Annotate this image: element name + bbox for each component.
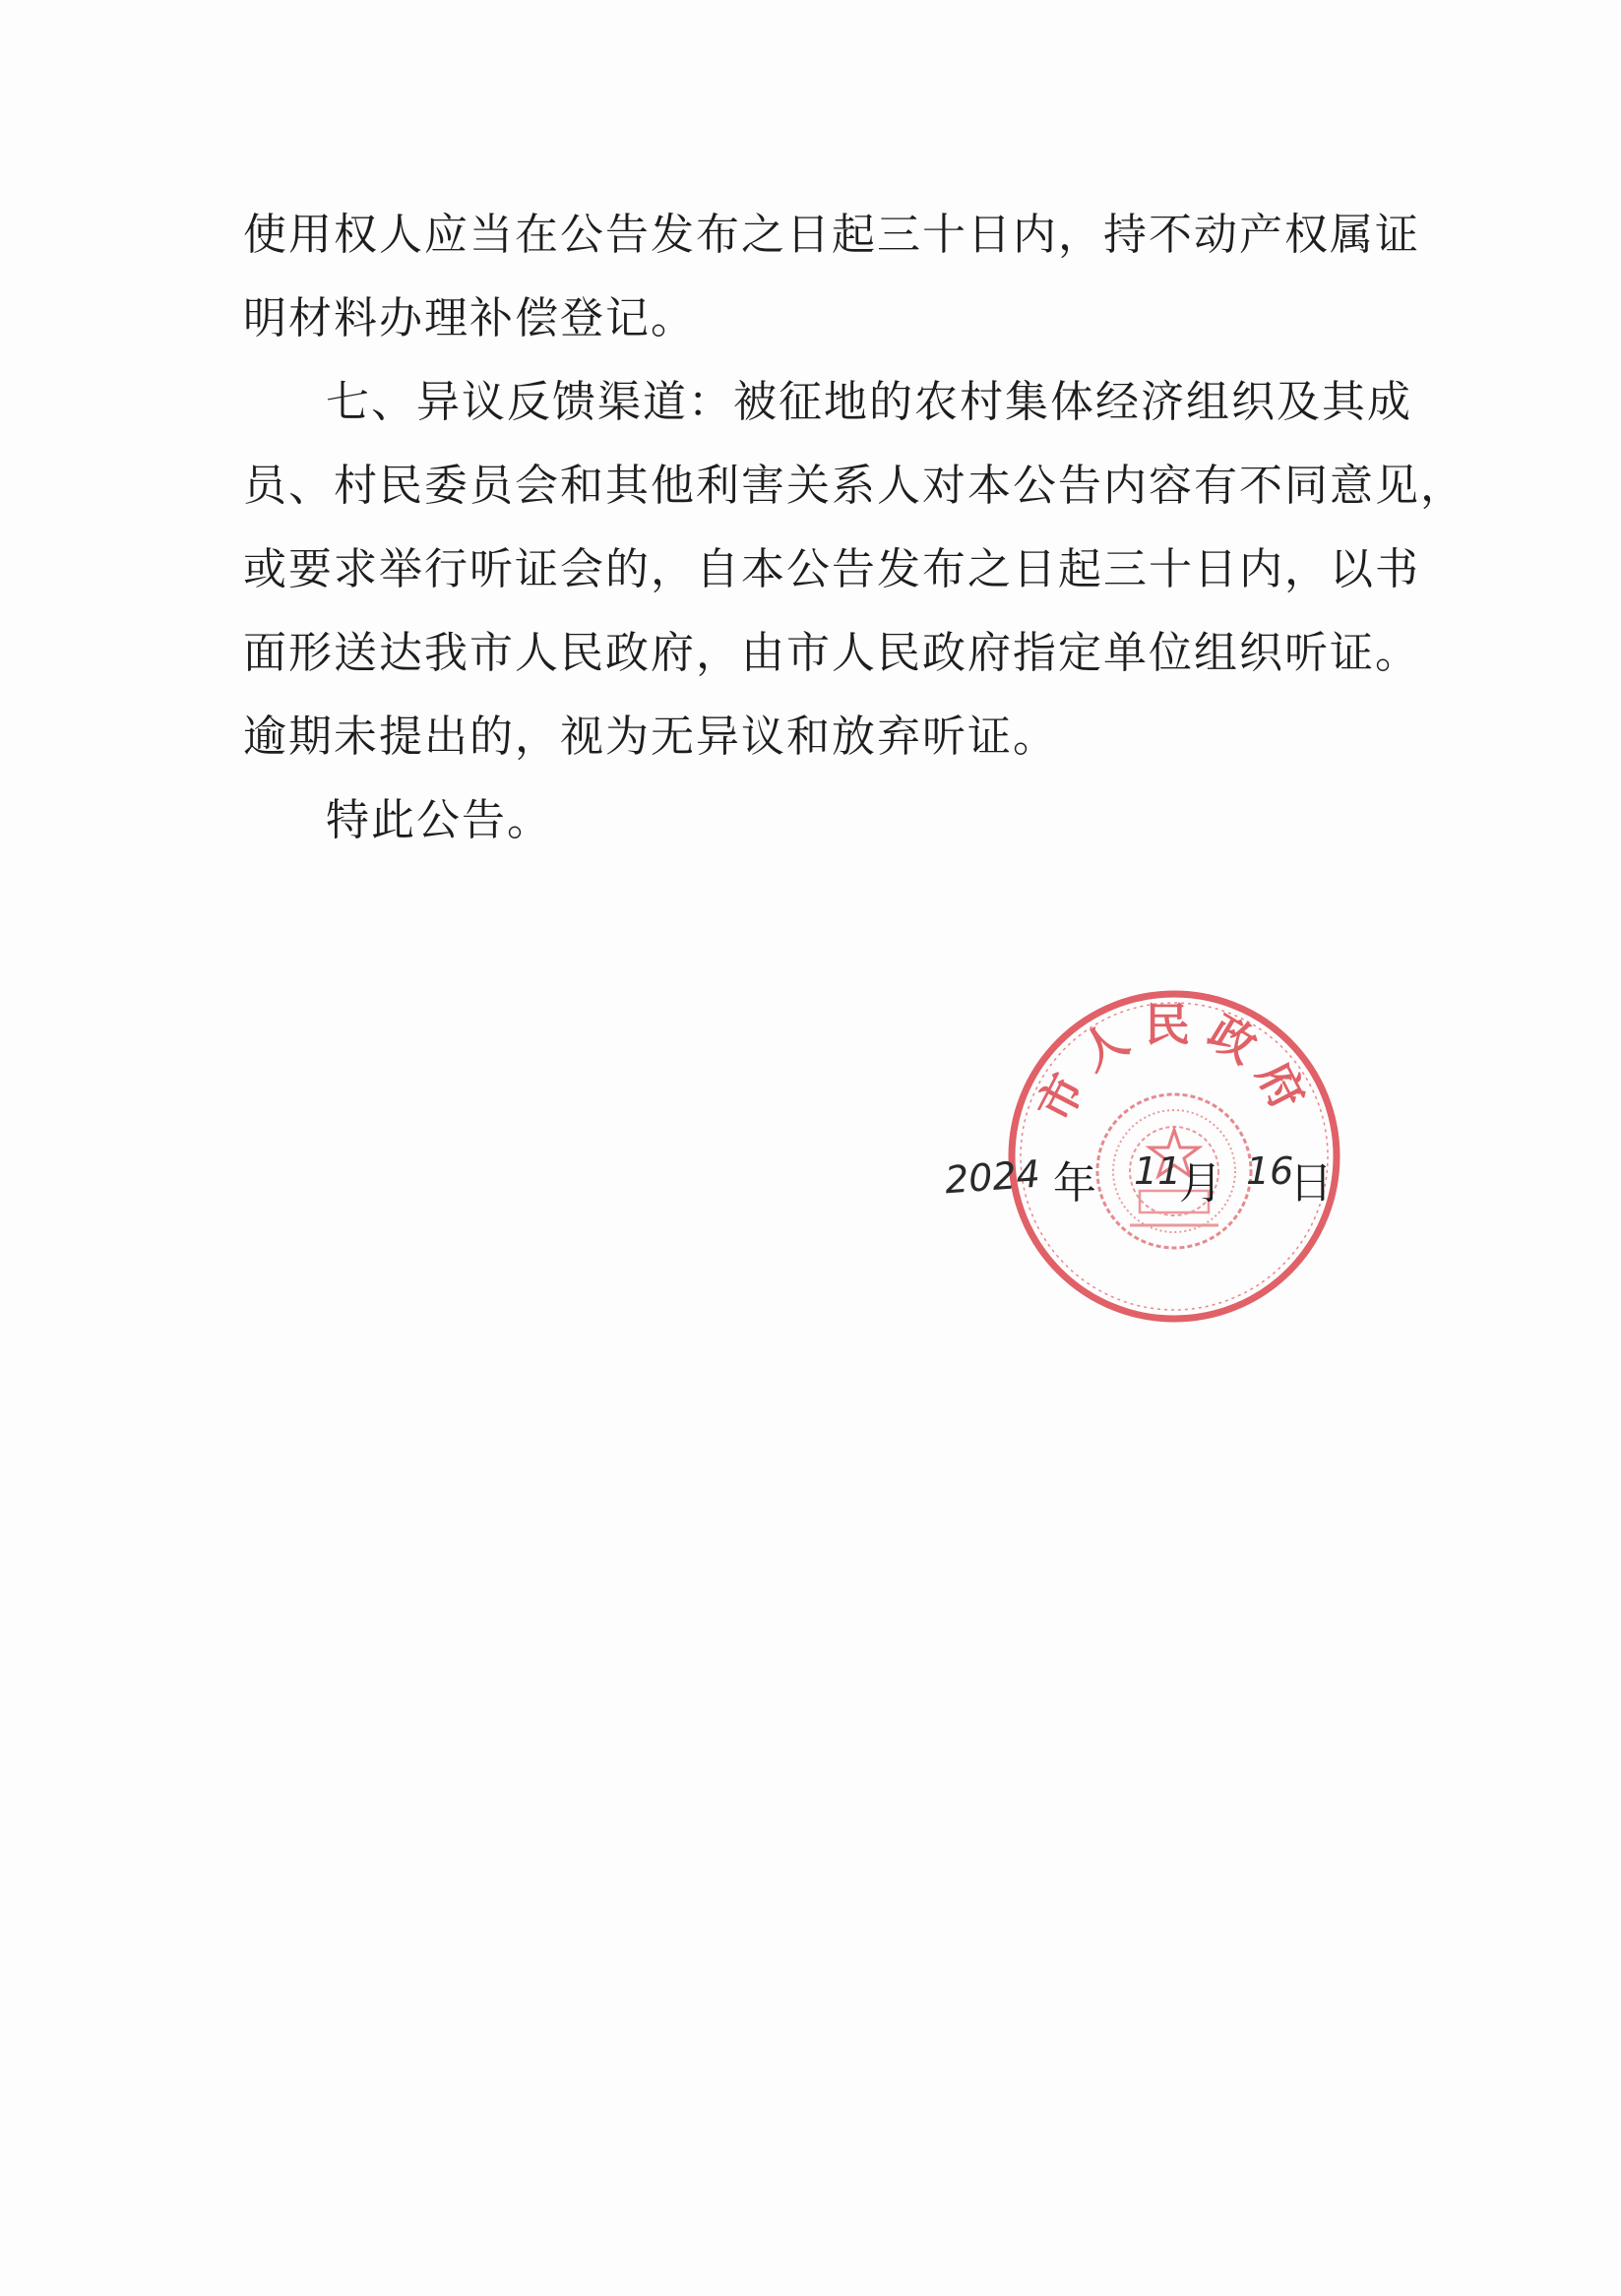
paragraph-line: 使用权人应当在公告发布之日起三十日内，持不动产权属证 [243,210,1420,260]
date-month: 11 [1134,1149,1182,1193]
paragraph-line: 明材料办理补偿登记。 [243,293,696,343]
paragraph-line: 或要求举行听证会的，自本公告发布之日起三十日内，以书 [243,544,1420,594]
paragraph-line: 员、村民委员会和其他利害关系人对本公告内容有不同意见， [243,461,1465,511]
date-year-unit: 年 [1053,1158,1096,1209]
seal-text: 市人民政府 [1027,998,1322,1131]
paragraph-line: 逾期未提出的，视为无异议和放弃听证。 [243,712,1058,762]
date-day-unit: 日 [1289,1158,1333,1209]
signature-date [945,1142,1358,1220]
paragraph-line: 七、异议反馈渠道：被征地的农村集体经济组织及其成 [326,377,1412,427]
closing-line: 特此公告。 [326,795,552,845]
date-year: 2024 [943,1151,1042,1203]
date-day: 16 [1246,1149,1294,1193]
notice-body [243,193,1465,862]
paragraph-line: 面形送达我市人民政府，由市人民政府指定单位组织听证。 [243,628,1420,678]
date-month-unit: 月 [1179,1158,1222,1209]
